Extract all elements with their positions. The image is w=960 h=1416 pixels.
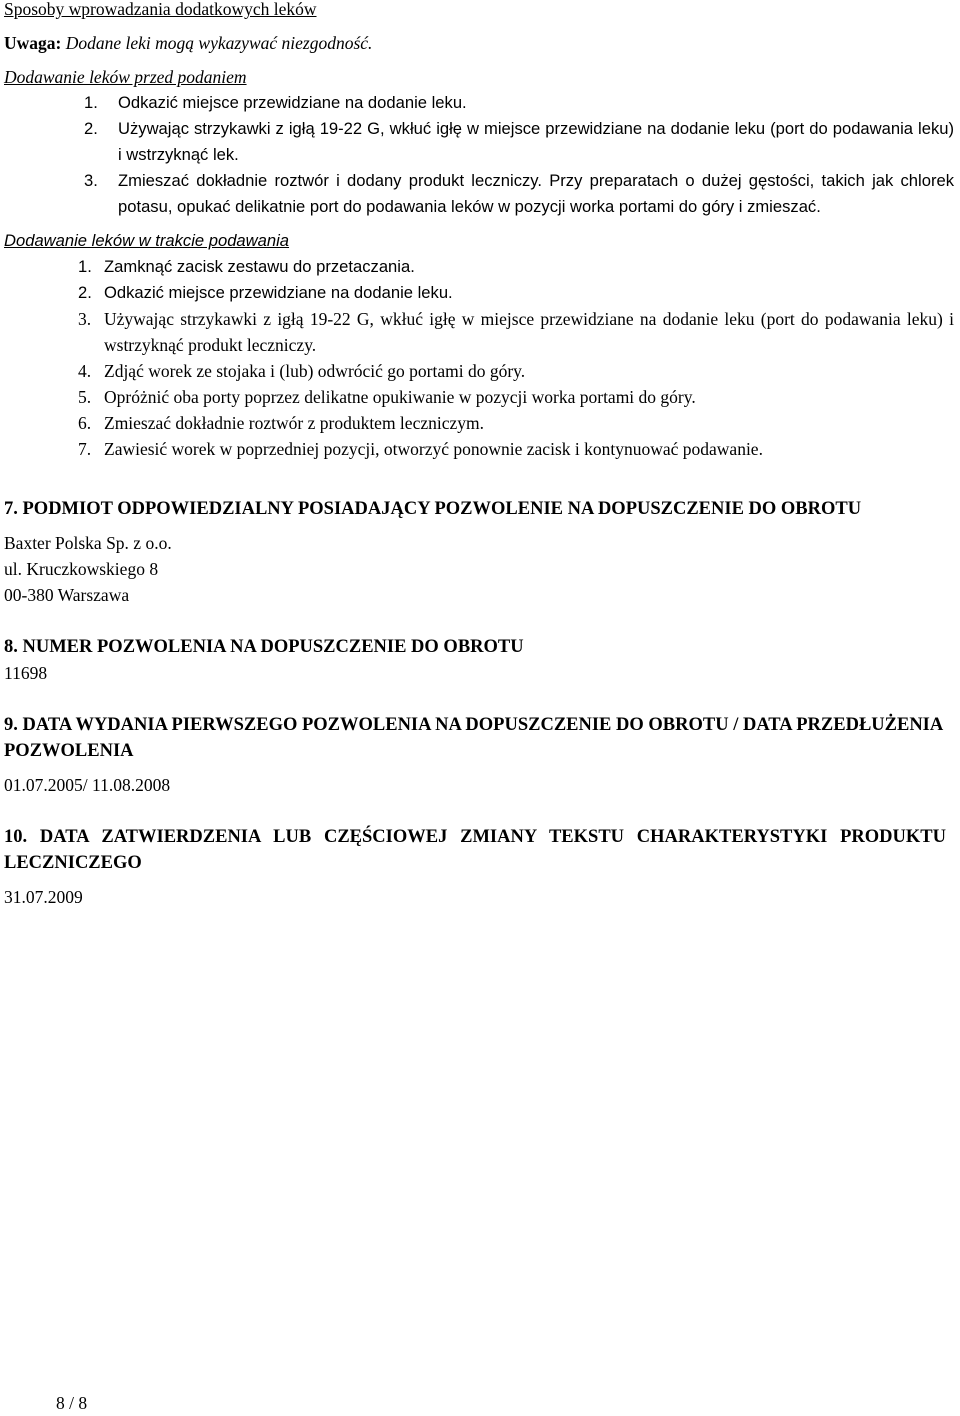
step-text: Zmieszać dokładnie roztwór z produktem leczniczym. (104, 413, 484, 433)
company-name: Baxter Polska Sp. z o.o. (4, 533, 172, 553)
company-street: ul. Kruczkowskiego 8 (4, 559, 159, 579)
before-steps (4, 90, 954, 220)
section7-heading: 7. PODMIOT ODPOWIEDZIALNY POSIADAJĄCY POZWOLENIE NA DOPUSZCZENIE DO OBROTU (4, 499, 862, 519)
step-text: Zdjąć worek ze stojaka i (lub) odwrócić go portami do góry. (104, 361, 526, 381)
step-text: Zamknąć zacisk zestawu do przetaczania. (104, 257, 415, 276)
step-text: Zawiesić worek w poprzedniej pozycji, otworzyć ponownie zacisk i kontynuować podawanie. (104, 439, 763, 459)
list-item (4, 90, 954, 116)
section9-heading: 9. DATA WYDANIA PIERWSZEGO POZWOLENIA NA DOPUSZCZENIE DO OBROTU / DATA PRZEDŁUŻENIA POZWOLENIA (4, 715, 943, 761)
step-number: 4. (78, 361, 92, 381)
before-heading: Dodawanie leków przed podaniem (4, 67, 247, 87)
warning-line (4, 30, 956, 56)
document-page (4, 0, 956, 910)
section-title: Sposoby wprowadzania dodatkowych leków (4, 0, 317, 19)
list-item (4, 254, 954, 280)
list-item (4, 280, 954, 306)
step-text: Używając strzykawki z igłą 19-22 G, wkłuć igłę w miejsce przewidziane na dodanie leku (port do podawania leku) i wstrzyknąć produkt leczniczy. (104, 309, 954, 355)
approval-date: 31.07.2009 (4, 887, 83, 907)
warning-text: Dodane leki mogą wykazywać niezgodność. (65, 33, 373, 53)
company-city: 00-380 Warszawa (4, 585, 130, 605)
step-number: 7. (78, 439, 92, 459)
step-text: Opróżnić oba porty poprzez delikatne opukiwanie w pozycji worka portami do góry. (104, 387, 696, 407)
step-number: 5. (78, 387, 92, 407)
step-number: 3. (78, 309, 92, 329)
authorization-dates: 01.07.2005/ 11.08.2008 (4, 775, 171, 795)
step-number: 1. (78, 257, 92, 276)
step-number: 1. (84, 93, 98, 112)
list-item (4, 436, 954, 462)
step-number: 6. (78, 413, 92, 433)
step-number: 3. (84, 171, 98, 190)
list-item (4, 116, 954, 168)
warning-label: Uwaga: (4, 33, 62, 53)
step-text: Odkazić miejsce przewidziane na dodanie leku. (118, 93, 467, 112)
list-item (4, 384, 954, 410)
during-heading: Dodawanie leków w trakcie podawania (4, 231, 290, 250)
section8-heading: 8. NUMER POZWOLENIA NA DOPUSZCZENIE DO OBROTU (4, 637, 524, 657)
list-item (4, 306, 954, 358)
page-number: 8 / 8 (56, 1393, 88, 1413)
step-text: Używając strzykawki z igłą 19-22 G, wkłuć igłę w miejsce przewidziane na dodanie leku (port do podawania leku) i wstrzyknąć lek. (118, 119, 954, 164)
list-item (4, 358, 954, 384)
section10-heading: 10. DATA ZATWIERDZENIA LUB CZĘŚCIOWEJ ZMIANY TEKSTU CHARAKTERYSTYKI PRODUKTU LECZNICZEGO (4, 827, 946, 873)
list-item (4, 410, 954, 436)
authorization-number: 11698 (4, 663, 48, 683)
list-item (4, 168, 954, 220)
step-text: Zmieszać dokładnie roztwór i dodany produkt leczniczy. Przy preparatach o dużej gęstości, takich jak chlorek potasu, opukać delikatnie port do podawania leków w pozycji worka portami do góry i zmieszać. (118, 171, 954, 216)
step-number: 2. (78, 283, 92, 302)
step-number: 2. (84, 119, 98, 138)
during-steps (4, 254, 954, 462)
step-text: Odkazić miejsce przewidziane na dodanie leku. (104, 283, 453, 302)
